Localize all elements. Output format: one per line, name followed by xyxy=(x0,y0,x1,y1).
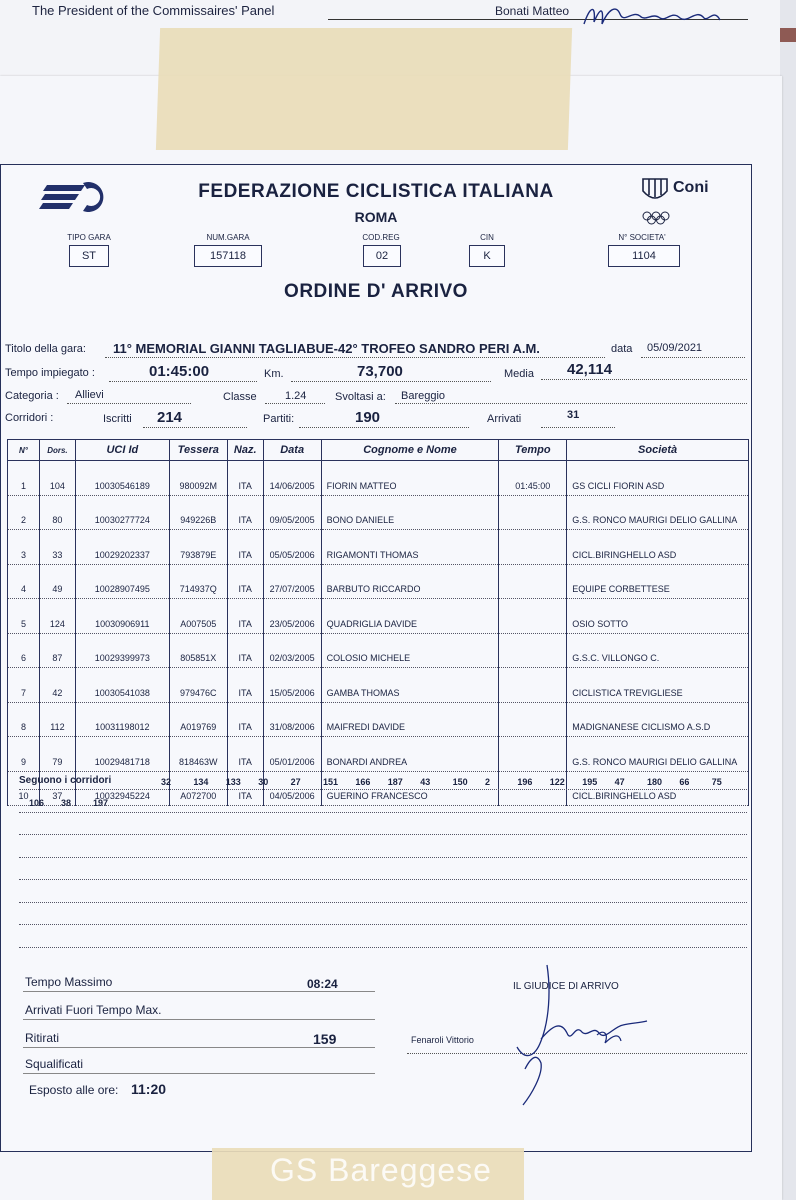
cell-rider-name: RIGAMONTI THOMAS xyxy=(321,530,499,565)
cell-team: MADIGNANESE CICLISMO A.S.D xyxy=(567,702,749,737)
president-signature xyxy=(580,0,750,30)
col-header-team: Società xyxy=(567,440,749,461)
cell-rider-name: GUERINO FRANCESCO xyxy=(321,771,499,806)
col-header-uci: UCI Id xyxy=(75,440,169,461)
entered-underline xyxy=(143,427,247,428)
watermark: GS Bareggese xyxy=(270,1152,492,1188)
following-bib: 30 xyxy=(258,777,269,787)
posted-value: 11:20 xyxy=(131,1081,167,1097)
cell-pos: 8 xyxy=(8,702,40,737)
following-bib: 150 xyxy=(452,777,468,787)
dotted-line xyxy=(19,947,747,948)
cell-uci-id: 10030277724 xyxy=(75,495,169,530)
cell-card: 805851X xyxy=(169,633,227,668)
arrived-value: 31 xyxy=(567,409,580,421)
table-row xyxy=(8,599,749,634)
cell-time xyxy=(499,564,567,599)
cell-nationality: ITA xyxy=(227,702,263,737)
media-label: Media xyxy=(504,368,534,380)
following-bib: 32 xyxy=(161,777,172,787)
cell-birth-date: 05/01/2006 xyxy=(263,737,321,772)
cell-card: 793879E xyxy=(169,530,227,565)
right-mark xyxy=(780,28,796,42)
cell-rider-name: COLOSIO MICHELE xyxy=(321,633,499,668)
dotted-line xyxy=(19,812,747,813)
cin-label: CIN xyxy=(480,233,494,242)
following-bib: 106 xyxy=(29,798,45,808)
disqualified-label: Squalificati xyxy=(25,1057,84,1071)
cell-pos: 7 xyxy=(8,668,40,703)
cell-card: A007505 xyxy=(169,599,227,634)
cell-uci-id: 10032945224 xyxy=(75,771,169,806)
retired-label: Ritirati xyxy=(25,1031,60,1045)
cell-time xyxy=(499,530,567,565)
federation-city: ROMA xyxy=(354,209,398,225)
col-header-time: Tempo xyxy=(499,440,567,461)
cell-nationality: ITA xyxy=(227,530,263,565)
coni-label: Coni xyxy=(673,179,709,196)
cell-team: CICLISTICA TREVIGLIESE xyxy=(567,668,749,703)
president-label: The President of the Commissaires' Panel xyxy=(32,3,275,18)
cell-card: 980092M xyxy=(169,461,227,496)
cell-nationality: ITA xyxy=(227,737,263,772)
cell-bib: 80 xyxy=(39,495,75,530)
max-time-underline xyxy=(23,991,375,992)
time-value: 01:45:00 xyxy=(149,363,210,380)
cell-time xyxy=(499,737,567,772)
cell-birth-date: 02/03/2005 xyxy=(263,633,321,668)
cell-uci-id: 10029202337 xyxy=(75,530,169,565)
col-header-bib: Dors. xyxy=(39,440,75,461)
cell-uci-id: 10031198012 xyxy=(75,702,169,737)
cell-nationality: ITA xyxy=(227,668,263,703)
category-label: Categoria : xyxy=(5,390,59,402)
started-value: 190 xyxy=(355,409,381,426)
started-underline xyxy=(299,427,469,428)
cell-birth-date: 27/07/2005 xyxy=(263,564,321,599)
coni-logo xyxy=(641,175,731,227)
entered-label: Iscritti xyxy=(103,413,132,425)
following-bib: 133 xyxy=(225,777,241,787)
retired-value: 159 xyxy=(313,1031,337,1047)
out-of-time-underline xyxy=(23,1019,375,1020)
following-bib: 38 xyxy=(61,798,72,808)
cell-nationality: ITA xyxy=(227,495,263,530)
following-bib: 2 xyxy=(485,777,491,787)
cell-card: 818463W xyxy=(169,737,227,772)
col-header-name: Cognome e Nome xyxy=(321,440,499,461)
cell-birth-date: 05/05/2006 xyxy=(263,530,321,565)
cell-rider-name: BARBUTO RICCARDO xyxy=(321,564,499,599)
cell-team: CICL.BIRINGHELLO ASD xyxy=(567,530,749,565)
cell-birth-date: 15/05/2006 xyxy=(263,668,321,703)
cell-rider-name: BONARDI ANDREA xyxy=(321,737,499,772)
cell-bib: 42 xyxy=(39,668,75,703)
cell-bib: 124 xyxy=(39,599,75,634)
cin-value: K xyxy=(469,245,505,267)
cell-birth-date: 14/06/2005 xyxy=(263,461,321,496)
cell-nationality: ITA xyxy=(227,461,263,496)
societa-value: 1104 xyxy=(608,245,680,267)
dotted-line xyxy=(19,834,747,835)
cell-bib: 104 xyxy=(39,461,75,496)
max-time-value: 08:24 xyxy=(307,977,338,991)
cell-time xyxy=(499,495,567,530)
race-title-underline xyxy=(105,357,605,358)
cell-uci-id: 10030906911 xyxy=(75,599,169,634)
table-row xyxy=(8,530,749,565)
tipo-gara-label: TIPO GARA xyxy=(67,233,111,242)
race-title: 11° MEMORIAL GIANNI TAGLIABUE-42° TROFEO SANDRO PERI A.M. xyxy=(113,341,540,356)
following-bib: 180 xyxy=(647,777,663,787)
following-bib: 75 xyxy=(711,777,722,787)
coni-flag-icon xyxy=(641,175,669,205)
num-gara-value: 157118 xyxy=(194,245,262,267)
cell-rider-name: FIORIN MATTEO xyxy=(321,461,499,496)
following-bib: 196 xyxy=(517,777,533,787)
cell-pos: 2 xyxy=(8,495,40,530)
following-bib: 134 xyxy=(193,777,209,787)
cell-nationality: ITA xyxy=(227,564,263,599)
cell-bib: 79 xyxy=(39,737,75,772)
tape-top xyxy=(156,28,572,150)
cell-card: A072700 xyxy=(169,771,227,806)
cell-birth-date: 04/05/2006 xyxy=(263,771,321,806)
following-bib: 151 xyxy=(323,777,339,787)
col-header-pos: N° xyxy=(8,440,40,461)
table-row xyxy=(8,495,749,530)
cell-nationality: ITA xyxy=(227,771,263,806)
cell-team: G.S. RONCO MAURIGI DELIO GALLINA xyxy=(567,737,749,772)
federation-title: FEDERAZIONE CICLISTICA ITALIANA xyxy=(198,181,554,202)
cell-team: CICL.BIRINGHELLO ASD xyxy=(567,771,749,806)
race-date-label: data xyxy=(611,343,633,355)
cell-bib: 33 xyxy=(39,530,75,565)
cell-time xyxy=(499,599,567,634)
cell-rider-name: QUADRIGLIA DAVIDE xyxy=(321,599,499,634)
dotted-line xyxy=(19,857,747,858)
class-label: Classe xyxy=(223,391,257,403)
time-label: Tempo impiegato : xyxy=(5,367,95,379)
cell-card: A019769 xyxy=(169,702,227,737)
following-bib: 27 xyxy=(290,777,301,787)
table-row xyxy=(8,633,749,668)
time-underline xyxy=(109,381,257,382)
following-bib: 66 xyxy=(679,777,690,787)
cell-team: G.S. RONCO MAURIGI DELIO GALLINA xyxy=(567,495,749,530)
cell-pos: 5 xyxy=(8,599,40,634)
cell-pos: 4 xyxy=(8,564,40,599)
order-title: ORDINE D' ARRIVO xyxy=(284,281,468,302)
arrival-form xyxy=(0,164,752,1152)
cell-bib: 112 xyxy=(39,702,75,737)
cell-nationality: ITA xyxy=(227,599,263,634)
location-value: Bareggio xyxy=(401,390,446,402)
table-row xyxy=(8,702,749,737)
following-bib: 47 xyxy=(614,777,625,787)
cell-bib: 87 xyxy=(39,633,75,668)
table-header-row xyxy=(8,440,749,461)
km-value: 73,700 xyxy=(357,363,403,380)
cell-bib: 49 xyxy=(39,564,75,599)
cell-pos: 9 xyxy=(8,737,40,772)
judge-label: IL GIUDICE DI ARRIVO xyxy=(513,981,619,992)
following-bib: 197 xyxy=(93,798,109,808)
km-label: Km. xyxy=(264,368,284,380)
cell-time xyxy=(499,702,567,737)
table-row xyxy=(8,668,749,703)
category-value: Allievi xyxy=(75,389,104,401)
following-bib: 43 xyxy=(420,777,431,787)
cell-bib: 37 xyxy=(39,771,75,806)
tipo-gara-value: ST xyxy=(69,245,109,267)
cell-pos: 1 xyxy=(8,461,40,496)
cell-time xyxy=(499,668,567,703)
race-date-underline xyxy=(641,357,745,358)
cell-card: 949226B xyxy=(169,495,227,530)
race-date: 05/09/2021 xyxy=(647,342,703,354)
dotted-line xyxy=(19,879,747,880)
right-edge xyxy=(780,0,796,1200)
judge-name: Fenaroli Vittorio xyxy=(411,1035,474,1045)
cell-card: 714937Q xyxy=(169,564,227,599)
president-name: Bonati Matteo xyxy=(495,4,570,18)
retired-underline xyxy=(23,1047,375,1048)
arrived-underline xyxy=(541,427,615,428)
following-bib: 166 xyxy=(355,777,371,787)
cell-uci-id: 10028907495 xyxy=(75,564,169,599)
following-label: Seguono i corridori xyxy=(19,775,112,786)
posted-label: Esposto alle ore: xyxy=(29,1083,119,1097)
media-underline xyxy=(541,379,747,380)
cell-team: G.S.C. VILLONGO C. xyxy=(567,633,749,668)
col-header-nat: Naz. xyxy=(227,440,263,461)
table-row xyxy=(8,461,749,496)
societa-label: N° SOCIETA' xyxy=(618,233,666,242)
cell-nationality: ITA xyxy=(227,633,263,668)
entered-value: 214 xyxy=(157,409,183,426)
following-bib: 122 xyxy=(549,777,565,787)
cell-pos: 6 xyxy=(8,633,40,668)
dotted-line xyxy=(19,924,747,925)
cell-uci-id: 10030541038 xyxy=(75,668,169,703)
disqualified-underline xyxy=(23,1073,375,1074)
cell-pos: 3 xyxy=(8,530,40,565)
media-value: 42,114 xyxy=(567,361,613,378)
location-underline xyxy=(395,403,747,404)
category-underline xyxy=(67,403,191,404)
cell-birth-date: 23/05/2006 xyxy=(263,599,321,634)
col-header-card: Tessera xyxy=(169,440,227,461)
col-header-date: Data xyxy=(263,440,321,461)
max-time-label: Tempo Massimo xyxy=(25,975,113,989)
cell-birth-date: 31/08/2006 xyxy=(263,702,321,737)
cell-team: OSIO SOTTO xyxy=(567,599,749,634)
arrived-label: Arrivati xyxy=(487,413,522,425)
cell-team: GS CICLI FIORIN ASD xyxy=(567,461,749,496)
cell-time: 01:45:00 xyxy=(499,461,567,496)
num-gara-label: NUM.GARA xyxy=(206,233,250,242)
judge-signature xyxy=(501,961,651,1111)
cell-pos: 10 xyxy=(8,771,40,806)
dotted-line xyxy=(19,789,747,790)
cell-rider-name: MAIFREDI DAVIDE xyxy=(321,702,499,737)
km-underline xyxy=(291,381,491,382)
following-bib: 187 xyxy=(387,777,403,787)
cell-uci-id: 10030546189 xyxy=(75,461,169,496)
riders-label: Corridori : xyxy=(5,412,54,424)
cell-uci-id: 10029399973 xyxy=(75,633,169,668)
dotted-line xyxy=(19,902,747,903)
olympic-rings-icon xyxy=(641,211,671,225)
results-table xyxy=(7,439,749,806)
out-of-time-label: Arrivati Fuori Tempo Max. xyxy=(25,1003,162,1017)
cell-card: 979476C xyxy=(169,668,227,703)
following-bib: 195 xyxy=(582,777,598,787)
cell-rider-name: BONO DANIELE xyxy=(321,495,499,530)
cell-birth-date: 09/05/2005 xyxy=(263,495,321,530)
cod-reg-value: 02 xyxy=(363,245,401,267)
cell-time xyxy=(499,633,567,668)
class-value: 1.24 xyxy=(285,390,307,402)
cell-rider-name: GAMBA THOMAS xyxy=(321,668,499,703)
cell-team: EQUIPE CORBETTESE xyxy=(567,564,749,599)
race-title-label: Titolo della gara: xyxy=(5,343,86,355)
started-label: Partiti: xyxy=(263,413,295,425)
location-label: Svoltasi a: xyxy=(335,391,386,403)
cod-reg-label: COD.REG xyxy=(362,233,400,242)
table-row xyxy=(8,737,749,772)
table-row xyxy=(8,564,749,599)
class-underline xyxy=(265,403,325,404)
cell-uci-id: 10029481718 xyxy=(75,737,169,772)
